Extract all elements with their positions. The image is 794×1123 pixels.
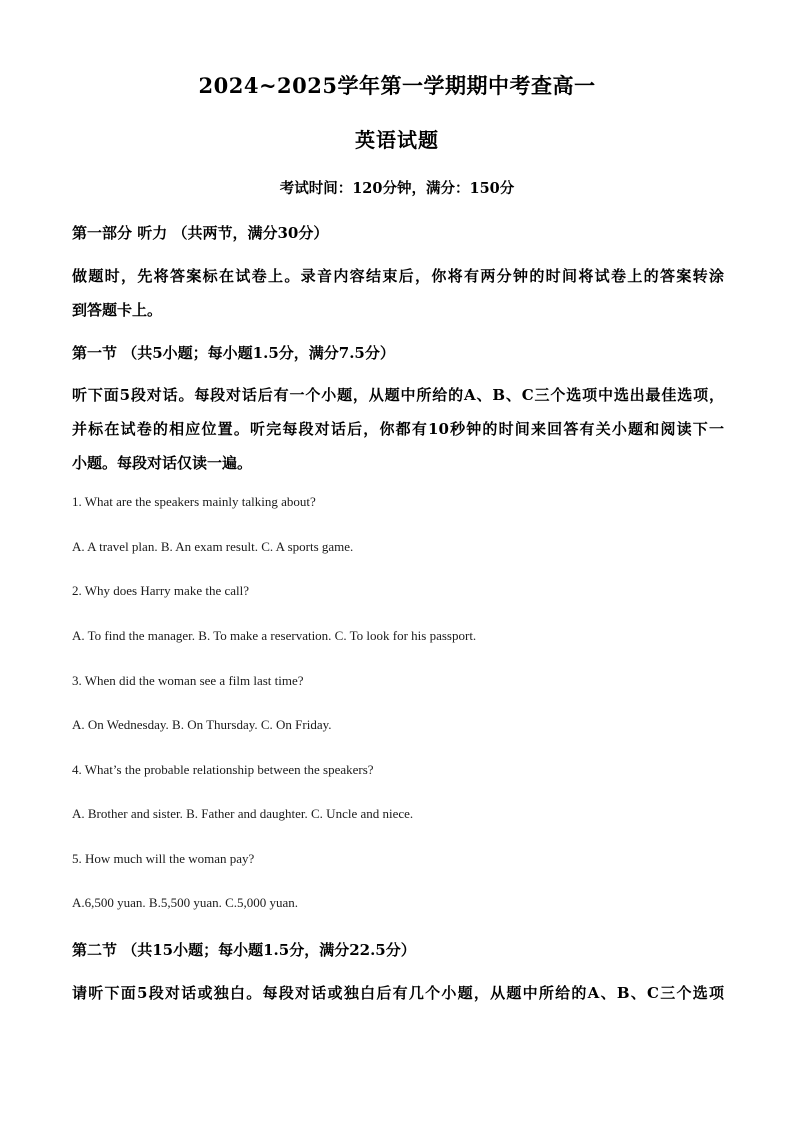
part1-instructions — [72, 259, 724, 327]
section1-instructions — [72, 378, 724, 480]
part1-instructions-line: 做题时，先将答案标在试卷上。录音内容结束后，你将有两分钟的时间将试卷上的答案转涂 — [72, 267, 724, 285]
section1-heading: 第一节 （共5小题；每小题1.5分，满分7.5分） — [72, 344, 395, 362]
section2-instructions — [72, 976, 724, 1010]
question-2-options: A. To find the manager. B. To make a reservation. C. To look for his passport. — [72, 628, 477, 643]
section1-instructions-line: 听下面5段对话。每段对话后有一个小题，从题中所给的A、B、C三个选项中选出最佳选项， — [72, 386, 724, 404]
question-3: 3. When did the woman see a film last time? — [72, 673, 304, 688]
subject-title: 英语试题 — [355, 128, 439, 152]
question-3-options: A. On Wednesday. B. On Thursday. C. On Friday. — [72, 717, 332, 732]
section1-instructions-line: 并标在试卷的相应位置。听完每段对话后，你都有10秒钟的时间来回答有关小题和阅读下一 — [72, 420, 724, 438]
question-4-options: A. Brother and sister. B. Father and daughter. C. Uncle and niece. — [72, 806, 414, 821]
question-5: 5. How much will the woman pay? — [72, 851, 255, 866]
section2-instructions-line: 请听下面5段对话或独白。每段对话或独白后有几个小题，从题中所给的A、B、C三个选项 — [72, 984, 724, 1002]
question-1: 1. What are the speakers mainly talking about? — [72, 494, 316, 509]
exam-title: 2024~2025学年第一学期期中考查高一 — [198, 73, 596, 98]
question-2: 2. Why does Harry make the call? — [72, 583, 249, 598]
part1-instructions-line: 到答题卡上。 — [72, 301, 163, 319]
section1-instructions-line: 小题。每段对话仅读一遍。 — [72, 454, 253, 472]
section2-heading: 第二节 （共15小题；每小题1.5分，满分22.5分） — [72, 941, 416, 959]
question-1-options: A. A travel plan. B. An exam result. C. A sports game. — [72, 539, 354, 554]
part1-heading: 第一部分 听力 （共两节，满分30分） — [72, 224, 329, 242]
question-4: 4. What’s the probable relationship between the speakers? — [72, 762, 374, 777]
question-5-options: A.6,500 yuan. B.5,500 yuan. C.5,000 yuan. — [72, 895, 299, 910]
exam-info: 考试时间：120分钟，满分：150分 — [279, 180, 515, 197]
